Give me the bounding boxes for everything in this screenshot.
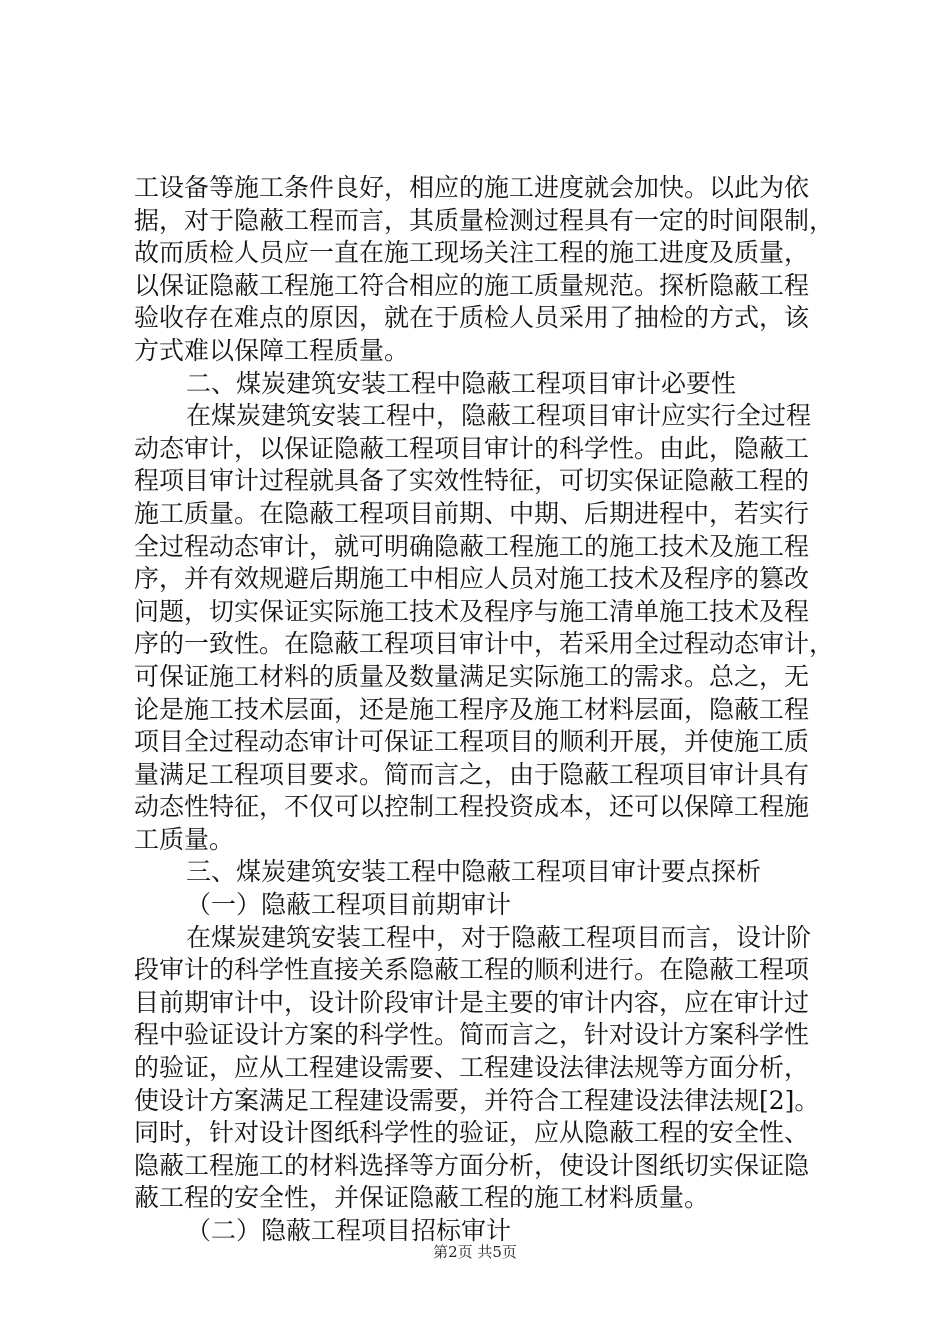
body-text-line: 可保证施工材料的质量及数量满足实际施工的需求。总之，无 xyxy=(134,661,810,691)
body-text-line: 故而质检人员应一直在施工现场关注工程的施工进度及质量， xyxy=(134,238,810,268)
body-text-line: 项目全过程动态审计可保证工程项目的顺利开展，并使施工质 xyxy=(134,727,810,757)
body-text-line: 动态审计，以保证隐蔽工程项目审计的科学性。由此，隐蔽工 xyxy=(134,433,810,463)
body-text-line: 论是施工技术层面，还是施工程序及施工材料层面，隐蔽工程 xyxy=(134,694,810,724)
body-text-line: 同时，针对设计图纸科学性的验证，应从隐蔽工程的安全性、 xyxy=(134,1118,810,1148)
page-number-label: 第2页 共5页 xyxy=(433,1243,517,1261)
body-text-line: 问题，切实保证实际施工技术及程序与施工清单施工技术及程 xyxy=(134,596,810,626)
paragraph-first-line: 在煤炭建筑安装工程中，隐蔽工程项目审计应实行全过程 xyxy=(186,401,812,431)
body-text-line: 以保证隐蔽工程施工符合相应的施工质量规范。探析隐蔽工程 xyxy=(134,270,810,300)
body-text-line: 目前期审计中，设计阶段审计是主要的审计内容，应在审计过 xyxy=(134,987,810,1017)
body-text-line: 序的一致性。在隐蔽工程项目审计中，若采用全过程动态审计， xyxy=(134,629,835,659)
body-text-line: 的验证，应从工程建设需要、工程建设法律法规等方面分析， xyxy=(134,1053,810,1083)
subsection-heading: （二）隐蔽工程项目招标审计 xyxy=(186,1216,512,1245)
body-text-line: 动态性特征，不仅可以控制工程投资成本，还可以保障工程施 xyxy=(134,792,810,822)
paragraph-first-line: 在煤炭建筑安装工程中，对于隐蔽工程项目而言，设计阶 xyxy=(186,922,812,952)
body-text-line: 工质量。 xyxy=(134,824,235,854)
body-text-line: 隐蔽工程施工的材料选择等方面分析，使设计图纸切实保证隐 xyxy=(134,1150,810,1180)
body-text-line: 程中验证设计方案的科学性。简而言之，针对设计方案科学性 xyxy=(134,1020,810,1050)
body-text-line: 使设计方案满足工程建设需要，并符合工程建设法律法规[2]。 xyxy=(134,1085,820,1115)
body-text-line: 蔽工程的安全性，并保证隐蔽工程的施工材料质量。 xyxy=(134,1183,710,1213)
body-text-line: 工设备等施工条件良好，相应的施工进度就会加快。以此为依 xyxy=(134,173,810,202)
body-text-line: 段审计的科学性直接关系隐蔽工程的顺利进行。在隐蔽工程项 xyxy=(134,955,810,985)
body-text-line: 量满足工程项目要求。简而言之，由于隐蔽工程项目审计具有 xyxy=(134,759,810,789)
body-text-line: 据，对于隐蔽工程而言，其质量检测过程具有一定的时间限制， xyxy=(134,205,835,235)
section-heading: 二、煤炭建筑安装工程中隐蔽工程项目审计必要性 xyxy=(186,368,737,398)
body-text-line: 施工质量。在隐蔽工程项目前期、中期、后期进程中，若实行 xyxy=(134,498,810,528)
body-text-line: 方式难以保障工程质量。 xyxy=(134,335,410,365)
body-text-line: 程项目审计过程就具备了实效性特征，可切实保证隐蔽工程的 xyxy=(134,466,810,496)
subsection-heading: （一）隐蔽工程项目前期审计 xyxy=(186,890,512,920)
body-text-line: 验收存在难点的原因，就在于质检人员采用了抽检的方式，该 xyxy=(134,303,810,333)
document-body xyxy=(134,172,834,1248)
section-heading: 三、煤炭建筑安装工程中隐蔽工程项目审计要点探析 xyxy=(186,857,762,887)
page-footer xyxy=(0,1242,950,1262)
body-text-line: 序，并有效规避后期施工中相应人员对施工技术及程序的篡改 xyxy=(134,564,810,594)
body-text-line: 全过程动态审计，就可明确隐蔽工程施工的施工技术及施工程 xyxy=(134,531,810,561)
